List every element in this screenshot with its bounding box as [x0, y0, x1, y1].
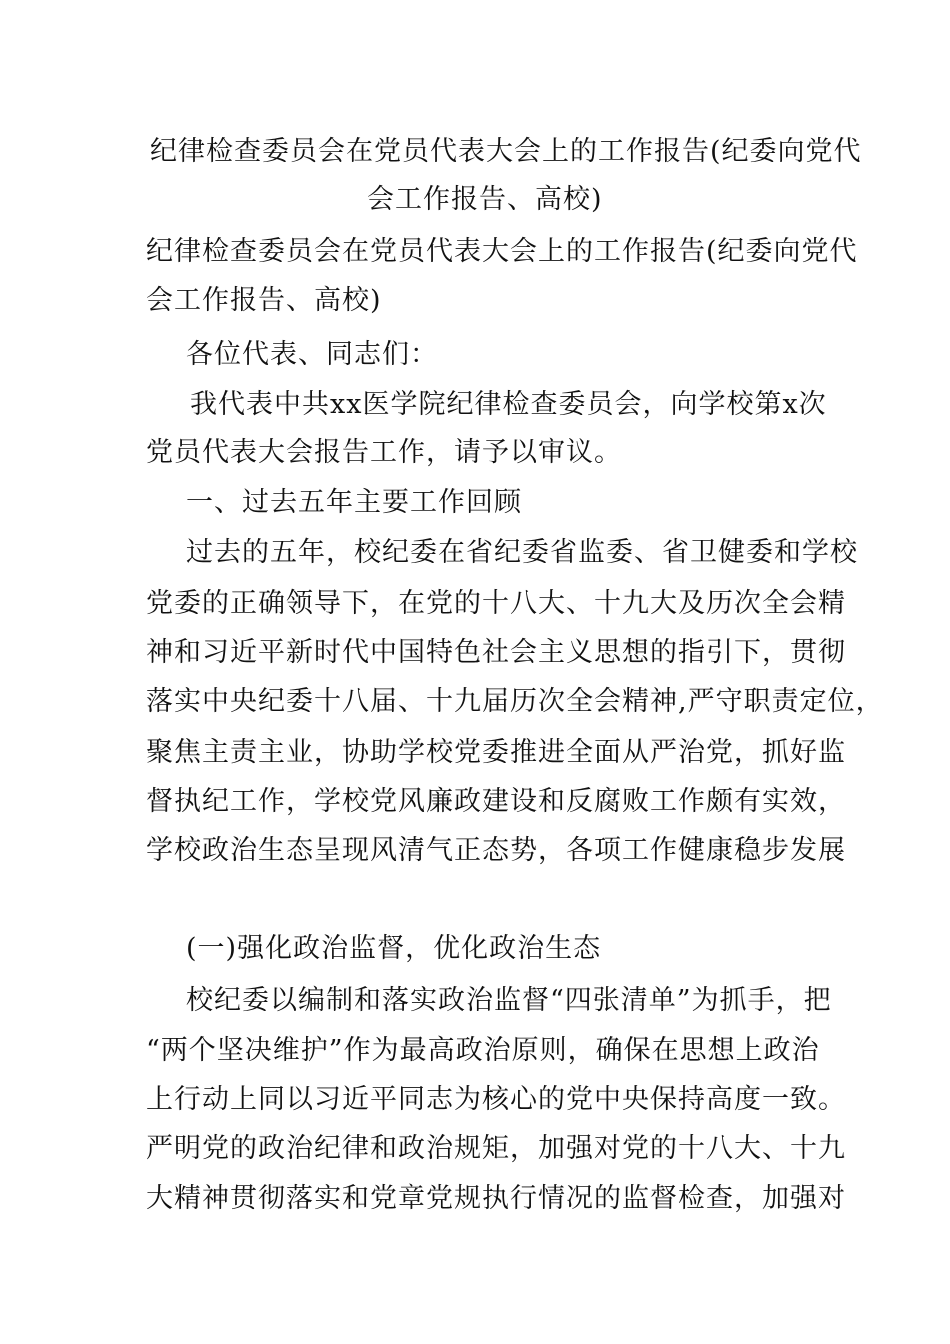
title-line-2: 会工作报告、高校) — [367, 184, 603, 215]
body-line: 聚焦主责主业，协助学校党委推进全面从严治党，抓好监 — [146, 737, 846, 768]
body-line: 党委的正确领导下，在党的十八大、十九大及历次全会精 — [146, 588, 846, 619]
body-line: 各位代表、同志们： — [186, 339, 438, 370]
body-line: 督执纪工作，学校党风廉政建设和反腐败工作颇有实效， — [146, 786, 846, 817]
body-line: 上行动上同以习近平同志为核心的党中央保持高度一致。 — [146, 1084, 846, 1115]
body-line: 会工作报告、高校) — [146, 285, 382, 316]
body-line: “两个坚决维护”作为最高政治原则，确保在思想上政治 — [146, 1035, 820, 1066]
body-line: 校纪委以编制和落实政治监督“四张清单”为抓手，把 — [186, 985, 832, 1016]
body-line: 大精神贯彻落实和党章党规执行情况的监督检查，加强对 — [146, 1183, 846, 1214]
body-line: 严明党的政治纪律和政治规矩，加强对党的十八大、十九 — [146, 1133, 846, 1164]
body-line: 落实中央纪委十八届、十九届历次全会精神,严守职责定位， — [146, 686, 884, 717]
subsection-heading: (一)强化政治监督，优化政治生态 — [186, 933, 602, 964]
body-line: 过去的五年，校纪委在省纪委省监委、省卫健委和学校 — [186, 537, 858, 568]
body-line: 神和习近平新时代中国特色社会主义思想的指引下，贯彻 — [146, 637, 846, 668]
body-line: 我代表中共xx医学院纪律检查委员会，向学校第x次 — [190, 389, 827, 420]
body-line: 纪律检查委员会在党员代表大会上的工作报告(纪委向党代 — [146, 236, 858, 267]
body-line: 学校政治生态呈现风清气正态势，各项工作健康稳步发展 — [146, 835, 846, 866]
title-line-1: 纪律检查委员会在党员代表大会上的工作报告(纪委向党代 — [150, 136, 862, 167]
body-line: 党员代表大会报告工作，请予以审议。 — [146, 437, 622, 468]
section-heading: 一、过去五年主要工作回顾 — [186, 487, 522, 518]
